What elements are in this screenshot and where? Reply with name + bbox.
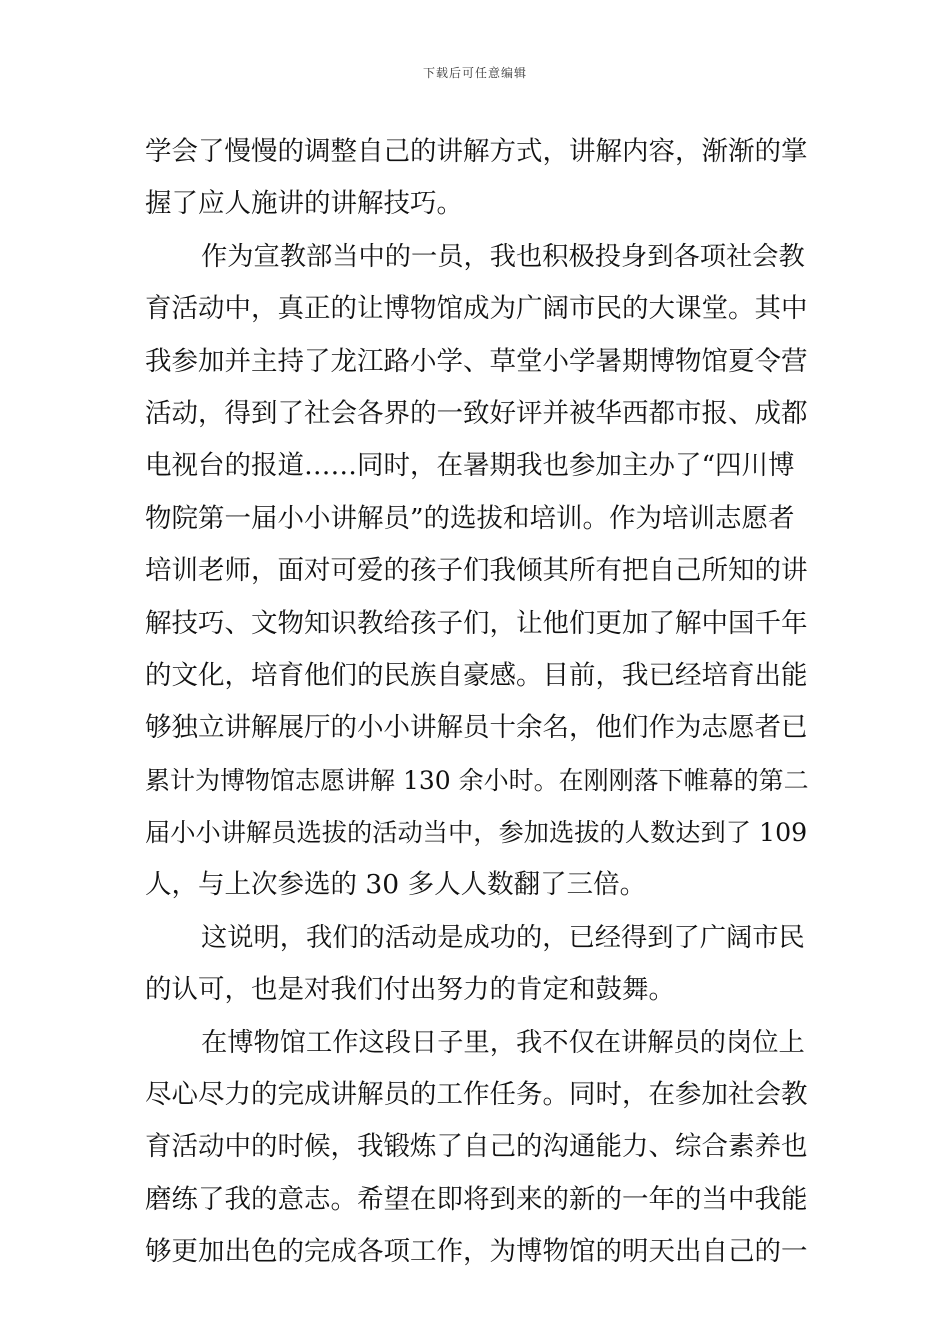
page-header: 下载后可任意编辑 bbox=[422, 66, 527, 80]
text-line: 的文化，培育他们的民族自豪感。目前，我已经培育出能 bbox=[145, 659, 808, 691]
text-line: 够更加出色的完成各项工作，为博物馆的明天出自己的一 bbox=[145, 1236, 808, 1268]
text-line: 届小小讲解员选拔的活动当中，参加选拔的人数达到了 109 bbox=[145, 818, 808, 848]
body-text bbox=[145, 126, 810, 1279]
text-line: 作为宣教部当中的一员，我也积极投身到各项社会教 bbox=[201, 241, 805, 272]
text-line: 磨练了我的意志。希望在即将到来的新的一年的当中我能 bbox=[145, 1183, 808, 1215]
text-line: 物院第一届小小讲解员”的选拔和培训。作为培训志愿者 bbox=[145, 502, 795, 534]
text-line: 育活动中，真正的让博物馆成为广阔市民的大课堂。其中 bbox=[145, 293, 808, 325]
text-line: 的认可，也是对我们付出努力的肯定和鼓舞。 bbox=[145, 974, 675, 1006]
text-line: 在博物馆工作这段日子里，我不仅在讲解员的岗位上 bbox=[201, 1027, 805, 1058]
text-line: 培训老师，面对可爱的孩子们我倾其所有把自己所知的讲 bbox=[145, 555, 808, 587]
text-line: 够独立讲解展厅的小小讲解员十余名，他们作为志愿者已 bbox=[145, 712, 808, 744]
text-line: 电视台的报道……同时，在暑期我也参加主办了“四川博 bbox=[145, 450, 795, 482]
text-line: 握了应人施讲的讲解技巧。 bbox=[145, 188, 463, 220]
text-line: 尽心尽力的完成讲解员的工作任务。同时，在参加社会教 bbox=[145, 1079, 808, 1111]
text-line: 累计为博物馆志愿讲解 130 余小时。在刚刚落下帷幕的第二 bbox=[145, 765, 809, 795]
text-line: 学会了慢慢的调整自己的讲解方式，讲解内容，渐渐的掌 bbox=[145, 136, 808, 167]
text-line: 我参加并主持了龙江路小学、草堂小学暑期博物馆夏令营 bbox=[145, 345, 808, 377]
text-line: 人，与上次参选的 30 多人人数翻了三倍。 bbox=[145, 869, 647, 901]
text-line: 活动，得到了社会各界的一致好评并被华西都市报、成都 bbox=[145, 397, 808, 429]
text-line: 这说明，我们的活动是成功的，已经得到了广阔市民 bbox=[201, 922, 805, 953]
text-line: 育活动中的时候，我锻炼了自己的沟通能力、综合素养也 bbox=[145, 1131, 808, 1163]
text-line: 解技巧、文物知识教给孩子们，让他们更加了解中国千年 bbox=[145, 607, 808, 639]
